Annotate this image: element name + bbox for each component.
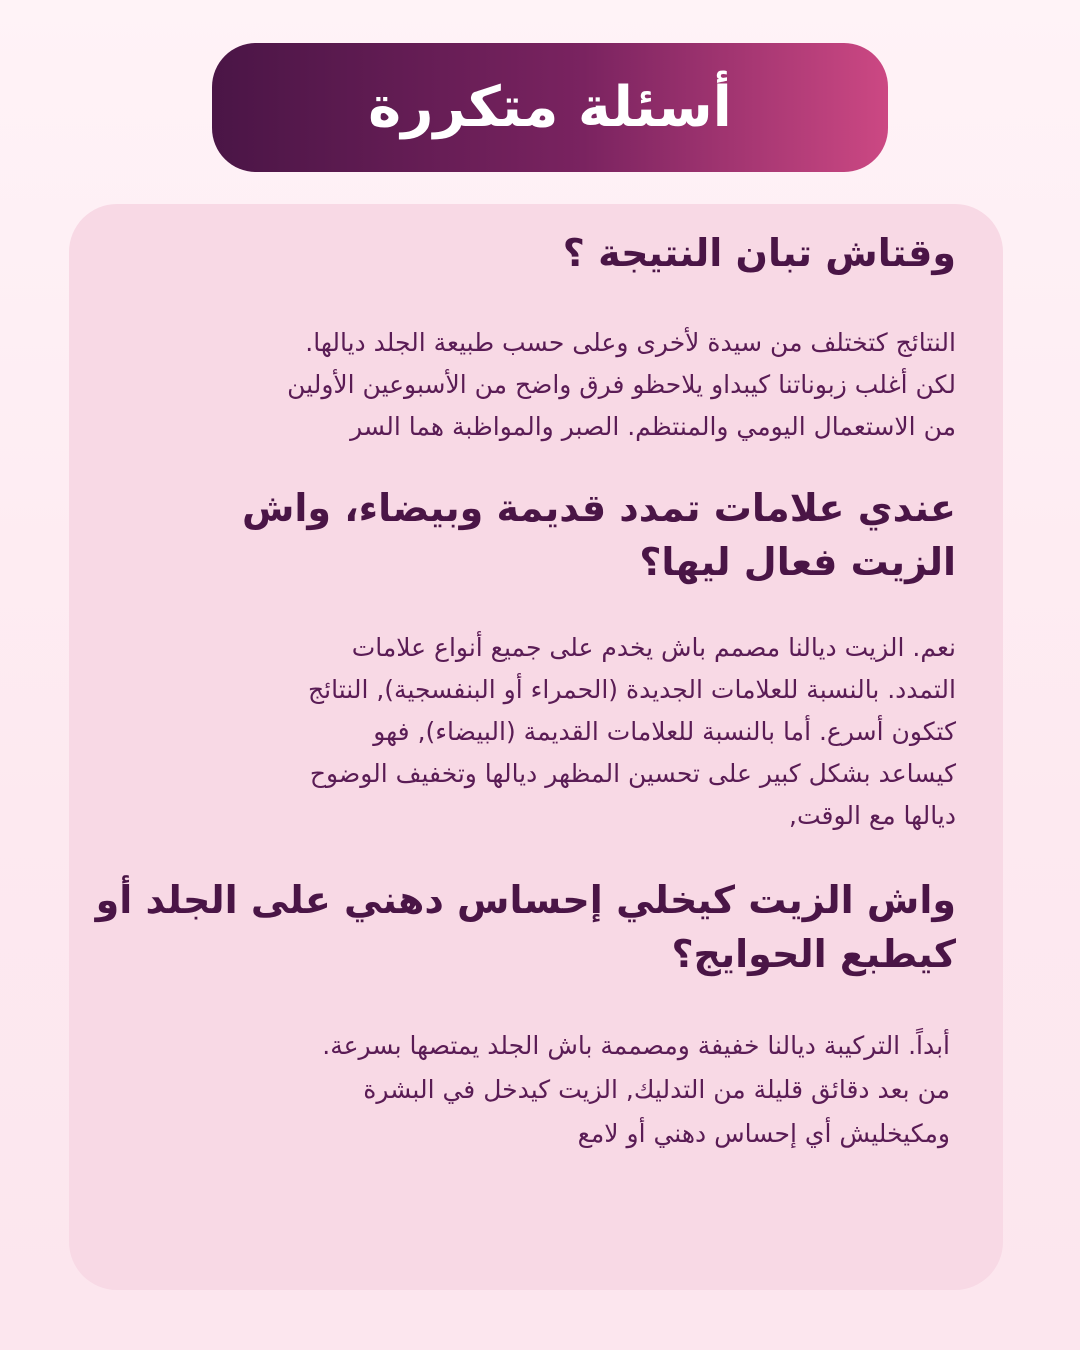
faq-question — [96, 873, 956, 981]
faq-question-line: الزيت فعال ليها؟ — [639, 540, 956, 584]
faq-item — [96, 873, 956, 981]
faq-question-line: واش الزيت كيخلي إحساس دهني على الجلد أو — [95, 878, 956, 922]
faq-answer-line: أبداً. التركيبة ديالنا خفيفة ومصممة باش الجلد يمتصها بسرعة. — [322, 1031, 950, 1060]
faq-answer-line: لكن أغلب زبوناتنا كيبداو يلاحظو فرق واضح من الأسبوعين الأولين — [287, 370, 956, 399]
faq-answer-line: من بعد دقائق قليلة من التدليك, الزيت كيدخل في البشرة — [363, 1075, 950, 1104]
faq-question-line: عندي علامات تمدد قديمة وبيضاء، واش — [241, 486, 956, 530]
faq-answer-block — [322, 1024, 950, 1156]
page-title-banner — [212, 43, 888, 172]
faq-answer-line: من الاستعمال اليومي والمنتظم. الصبر والمواظبة هما السر — [350, 412, 956, 441]
faq-answer-line: كيساعد بشكل كبير على تحسين المظهر ديالها وتخفيف الوضوح — [309, 759, 956, 788]
faq-answer-line: ومكيخليش أي إحساس دهني أو لامع — [577, 1119, 950, 1148]
faq-answer-line: التمدد. بالنسبة للعلامات الجديدة (الحمراء أو البنفسجية), النتائج — [308, 675, 956, 704]
faq-answer-line: نعم. الزيت ديالنا مصمم باش يخدم على جميع أنواع علامات — [351, 633, 956, 662]
faq-answer-line: كتكون أسرع. أما بالنسبة للعلامات القديمة (البيضاء), فهو — [373, 717, 956, 746]
faq-item — [563, 226, 956, 280]
faq-item — [242, 481, 956, 589]
faq-question-line: وقتاش تبان النتيجة ؟ — [562, 231, 956, 275]
faq-answer-block — [308, 627, 956, 837]
faq-answer — [287, 322, 956, 448]
faq-question — [563, 226, 956, 280]
faq-answer — [308, 627, 956, 837]
faq-question — [242, 481, 956, 589]
faq-answer-line: النتائج كتختلف من سيدة لأخرى وعلى حسب طبيعة الجلد ديالها. — [305, 328, 956, 357]
faq-answer-block — [287, 322, 956, 448]
page-title: أسئلة متكررة — [368, 74, 732, 140]
faq-question-line: كيطبع الحوايج؟ — [671, 932, 956, 976]
faq-answer-line: ديالها مع الوقت, — [789, 801, 956, 830]
faq-answer — [322, 1024, 950, 1156]
